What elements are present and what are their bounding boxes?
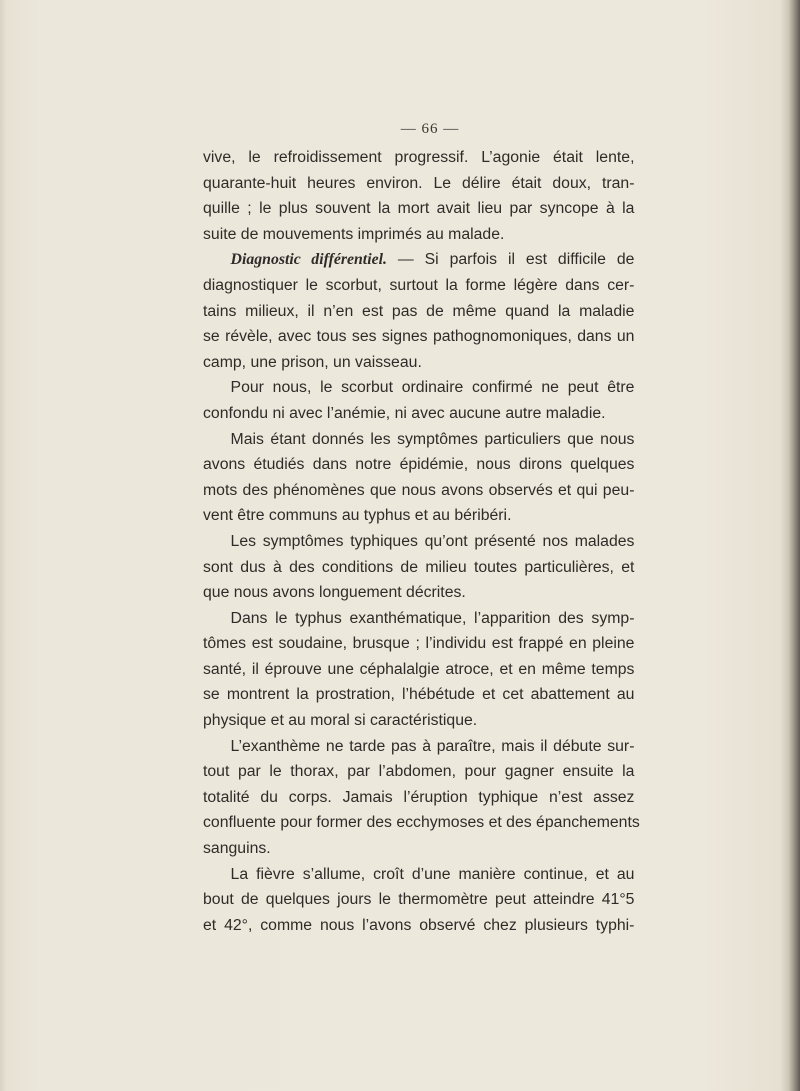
- page-left-edge: [0, 0, 6, 1091]
- text-line: [203, 196, 634, 222]
- text-line: [203, 682, 634, 708]
- line-text: que nous avons longuement décrites.: [203, 584, 466, 602]
- text-line: [203, 299, 634, 325]
- text-line: [203, 887, 634, 913]
- line-text: camp, une prison, un vaisseau.: [203, 353, 422, 371]
- line-text: se montrent la prostration, l’hébétude et cet abattement au: [203, 686, 635, 704]
- text-line: [203, 580, 634, 606]
- text-line: [203, 708, 634, 734]
- text-line: [203, 810, 640, 836]
- text-line: [203, 785, 634, 811]
- text-line: [203, 836, 634, 862]
- book-spine-shadow: [788, 0, 800, 1091]
- text-line: [203, 350, 634, 376]
- text-line: [203, 273, 634, 299]
- text-line: [203, 478, 634, 504]
- line-text: La fièvre s’allume, croît d’une manière continue, et au: [230, 865, 635, 883]
- line-text: physique et au moral si caractéristique.: [203, 712, 478, 730]
- line-text: quarante-huit heures environ. Le délire était doux, tran-: [203, 174, 635, 192]
- text-line: [203, 913, 634, 939]
- text-line: [203, 759, 634, 785]
- text-line: [203, 324, 634, 350]
- line-text: suite de mouvements imprimés au malade.: [203, 225, 505, 243]
- line-text: totalité du corps. Jamais l’éruption typhique n’est assez: [203, 788, 635, 806]
- line-text: — Si parfois il est difficile de: [386, 251, 635, 269]
- text-line: [203, 657, 634, 683]
- text-line: [203, 555, 634, 581]
- line-text: Dans le typhus exanthématique, l’apparition des symp-: [230, 609, 635, 627]
- text-line: [203, 145, 634, 171]
- text-line: [203, 606, 634, 632]
- line-text: vive, le refroidissement progressif. L’agonie était lente,: [203, 149, 635, 166]
- line-text: confluente pour former des ecchymoses et des épanchements: [203, 814, 640, 832]
- line-text: Mais étant donnés les symptômes particuliers que nous: [230, 430, 635, 448]
- text-line: [203, 862, 634, 888]
- line-text: Pour nous, le scorbut ordinaire confirmé ne peut être: [230, 379, 635, 397]
- line-text: santé, il éprouve une céphalalgie atroce, et en même temps: [203, 660, 635, 678]
- line-text: bout de quelques jours le thermomètre peut atteindre 41°5: [203, 891, 635, 909]
- text-line: [203, 529, 634, 555]
- line-text: avons étudiés dans notre épidémie, nous dirons quelques: [203, 456, 635, 474]
- line-text: L’exanthème ne tarde pas à paraître, mais il débute sur-: [230, 737, 635, 755]
- body-text: [203, 145, 640, 938]
- text-line: [203, 631, 634, 657]
- text-line: [203, 222, 634, 248]
- text-line: [203, 427, 634, 453]
- text-line: [203, 171, 634, 197]
- line-text: vent être communs au typhus et au béribéri.: [203, 507, 512, 525]
- line-text: tains milieux, il n’en est pas de même quand la maladie: [203, 302, 635, 320]
- section-heading: Diagnostic différentiel.: [230, 251, 387, 269]
- line-text: sont dus à des conditions de milieu toutes particulières, et: [203, 558, 635, 576]
- text-line: [203, 401, 634, 427]
- text-line: [203, 503, 634, 529]
- line-text: mots des phénomènes que nous avons observés et qui peu-: [203, 481, 635, 499]
- line-text: quille ; le plus souvent la mort avait lieu par syncope à la: [203, 200, 635, 218]
- line-text: et 42°, comme nous l’avons observé chez plusieurs typhi-: [203, 916, 635, 934]
- line-text: tout par le thorax, par l’abdomen, pour gagner ensuite la: [203, 763, 635, 781]
- line-text: Les symptômes typhiques qu’ont présenté nos malades: [230, 532, 635, 550]
- text-line: [203, 247, 634, 273]
- text-line: [203, 452, 634, 478]
- text-line: [203, 375, 634, 401]
- line-text: diagnostiquer le scorbut, surtout la forme légère dans cer-: [203, 276, 635, 294]
- line-text: se révèle, avec tous ses signes pathognomoniques, dans un: [203, 328, 635, 346]
- line-text: sanguins.: [203, 840, 271, 858]
- line-text: confondu ni avec l’anémie, ni avec aucune autre maladie.: [203, 404, 606, 422]
- line-text: tômes est soudaine, brusque ; l’individu est frappé en pleine: [203, 635, 635, 653]
- page-number: — 66 —: [400, 121, 460, 137]
- text-line: [203, 734, 634, 760]
